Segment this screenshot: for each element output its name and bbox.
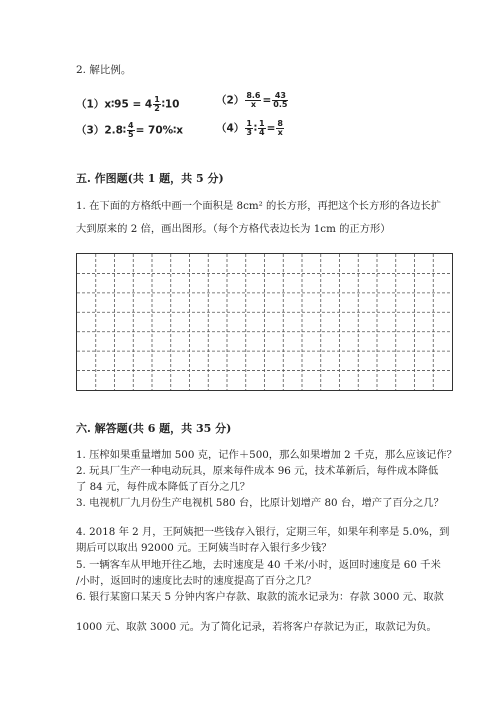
expr-part: ∶10 — [161, 98, 180, 111]
equals-sign: = — [266, 122, 276, 135]
expr-part: = 70%∶x — [135, 124, 184, 137]
section-6-line: 1. 压榨如果重量增加 500 克，记作＋500，那么如果增加 2 千克，那么应该记作？ — [76, 449, 457, 461]
numerator: 8.6 — [246, 91, 261, 100]
section-5-q1-line-1: 1. 在下面的方格纸中画一个面积是 8cm² 的长方形，再把这个长方形的各边长扩 — [76, 200, 442, 212]
section-5-title: 五. 作图题(共 1 题，共 5 分) — [76, 172, 224, 185]
square-grid-paper[interactable] — [76, 253, 453, 391]
item-number: （3） — [76, 124, 105, 137]
section-6-line: /小时，返回时的速度比去时的速度提高了百分之几？ — [76, 575, 317, 587]
q2-item-3 — [76, 122, 183, 139]
numerator: 43 — [272, 92, 288, 101]
grid-lines — [77, 254, 452, 390]
item-number: （2） — [216, 94, 245, 107]
denominator: 5 — [128, 130, 134, 139]
fraction — [245, 92, 261, 109]
ratio-sign: ∶ — [253, 122, 257, 135]
denominator: 0.5 — [273, 100, 288, 109]
equals-sign: = — [262, 94, 272, 107]
section-6-line: 3. 电视机厂九月份生产电视机 580 台，比原计划增产 80 台，增产了百分之几？ — [76, 497, 444, 509]
fraction — [272, 92, 288, 109]
q2-item-4 — [216, 120, 285, 137]
section-6-line: 了 84 元，每件成本降低了百分之几？ — [76, 481, 251, 493]
denominator: 4 — [258, 128, 265, 137]
section-6-line: 1000 元、取款 3000 元。为了简化记录，若将客户存款记为正，取款记为负。 — [76, 621, 437, 633]
numerator: 1 — [154, 95, 160, 104]
denominator: 3 — [246, 128, 252, 137]
q2-heading: 2. 解比例。 — [76, 64, 132, 76]
expr-part: x∶95 = 4 — [104, 98, 153, 111]
denominator: x — [250, 100, 256, 109]
section-6-title: 六. 解答题(共 6 题，共 35 分) — [76, 422, 232, 435]
denominator: 2 — [154, 104, 160, 113]
expr-part: 2.8∶ — [104, 124, 126, 137]
section-6-line: 5. 一辆客车从甲地开往乙地，去时速度是 40 千米/小时，返回时速度是 60 千米 — [76, 559, 441, 571]
fraction — [276, 120, 284, 137]
denominator: x — [277, 128, 283, 137]
numerator: 8 — [277, 119, 283, 128]
section-6-line: 6. 银行某窗口某天 5 分钟内客户存款、取款的流水记录为：存款 3000 元、取款 — [76, 591, 444, 603]
numerator: 4 — [128, 121, 134, 130]
item-number: （1） — [76, 98, 105, 111]
fraction — [245, 120, 253, 137]
section-5-q1-line-2: 大到原来的 2 倍，画出图形。（每个方格代表边长为 1cm 的正方形） — [76, 223, 391, 235]
fraction — [153, 96, 161, 113]
fraction — [127, 122, 135, 139]
numerator: 1 — [246, 119, 252, 128]
q2-item-2 — [216, 92, 289, 109]
item-number: （4） — [216, 122, 245, 135]
q2-item-1 — [76, 96, 179, 113]
fraction — [258, 120, 266, 137]
section-6-line: 2. 玩具厂生产一种电动玩具，原来每件成本 96 元，技术革新后，每件成本降低 — [76, 465, 439, 477]
section-6-line: 4. 2018 年 2 月，王阿姨把一些钱存入银行，定期三年，如果年利率是 5.0%，到 — [76, 526, 450, 538]
numerator: 1 — [258, 119, 265, 128]
section-6-line: 期后可以取出 92000 元。王阿姨当时存入银行多少钱？ — [76, 542, 332, 554]
